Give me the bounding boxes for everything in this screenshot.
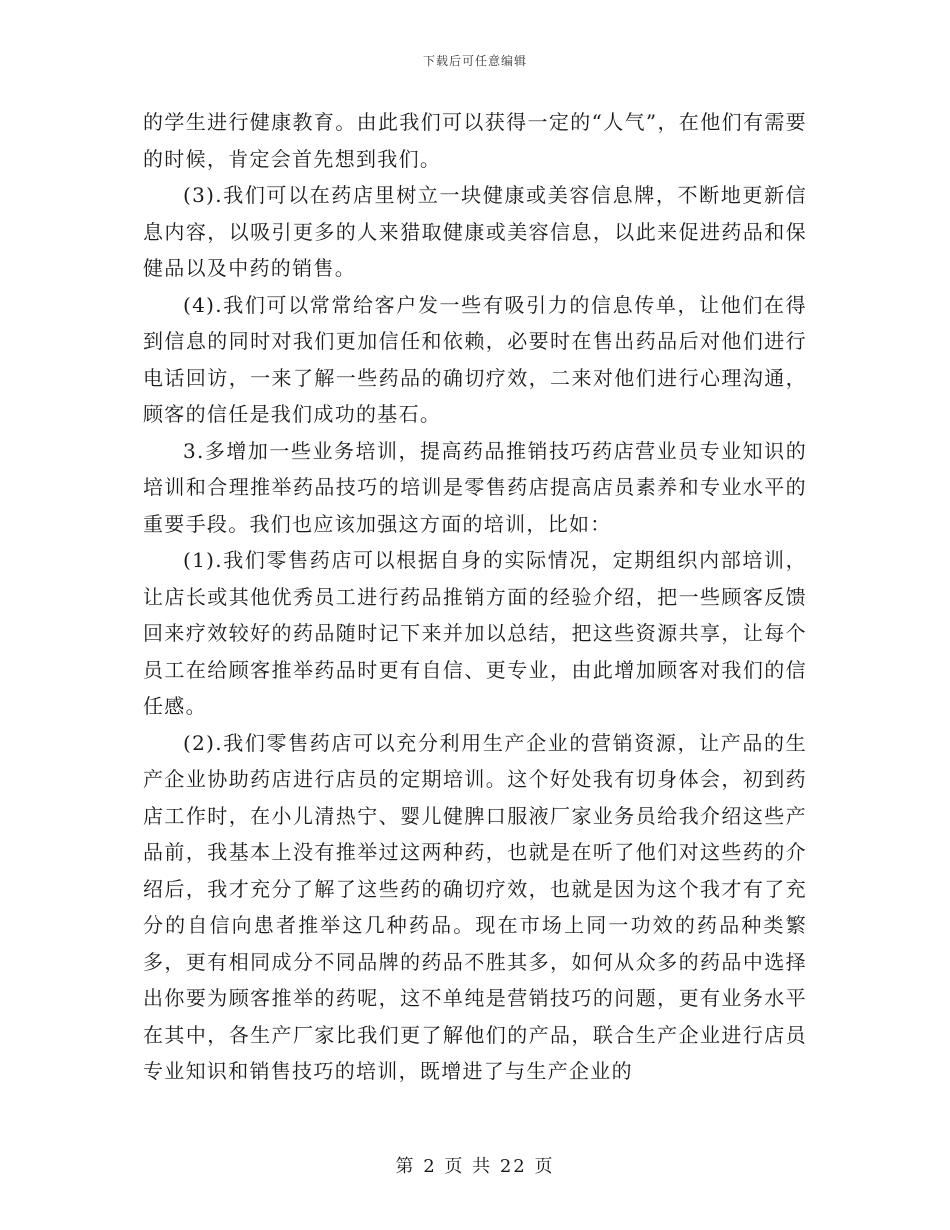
paragraph: 3.多增加一些业务培训，提高药品推销技巧药店营业员专业知识的培训和合理推举药品技巧的培训是零售药店提高店员素养和专业水平的重要手段。我们也应该加强这方面的培训，比如：	[143, 438, 807, 536]
page-number-footer: 第 2 页 共 22 页	[395, 1156, 555, 1177]
paragraph: (2).我们零售药店可以充分利用生产企业的营销资源，让产品的生产企业协助药店进行店员的定期培训。这个好处我有切身体会，初到药店工作时，在小儿清热宁、婴儿健脾口服液厂家业务员给我介绍这些产品前，我基本上没有推举过这两种药，也就是在听了他们对这些药的介绍后，我才充分了解了这些药的确切疗效，也就是因为这个我才有了充分的自信向患者推举这几种药品。现在市场上同一功效的药品种类繁多，更有相同成分不同品牌的药品不胜其多，如何从众多的药品中选择出你要为顾客推举的药呢，这不单纯是营销技巧的问题，更有业务水平在其中，各生产厂家比我们更了解他们的产品，联合生产企业进行店员专业知识和销售技巧的培训，既增进了与生产企业的	[143, 730, 807, 1083]
paragraph: (1).我们零售药店可以根据自身的实际情况，定期组织内部培训，让店长或其他优秀员工进行药品推销方面的经验介绍，把一些顾客反馈回来疗效较好的药品随时记下来并加以总结，把这些资源共享，让每个员工在给顾客推举药品时更有自信、更专业，由此增加顾客对我们的信任感。	[143, 548, 807, 718]
paragraph: (3).我们可以在药店里树立一块健康或美容信息牌，不断地更新信息内容，以吸引更多的人来猎取健康或美容信息，以此来促进药品和保健品以及中药的销售。	[143, 183, 807, 280]
paragraph: (4).我们可以常常给客户发一些有吸引力的信息传单，让他们在得到信息的同时对我们更加信任和依赖，必要时在售出药品后对他们进行电话回访，一来了解一些药品的确切疗效，二来对他们进行心理沟通，顾客的信任是我们成功的基石。	[143, 292, 807, 426]
document-body	[143, 104, 807, 1090]
page-header-note: 下载后可任意编辑	[422, 54, 527, 68]
paragraph: 的学生进行健康教育。由此我们可以获得一定的“人气”，在他们有需要的时候，肯定会首先想到我们。	[143, 110, 807, 171]
